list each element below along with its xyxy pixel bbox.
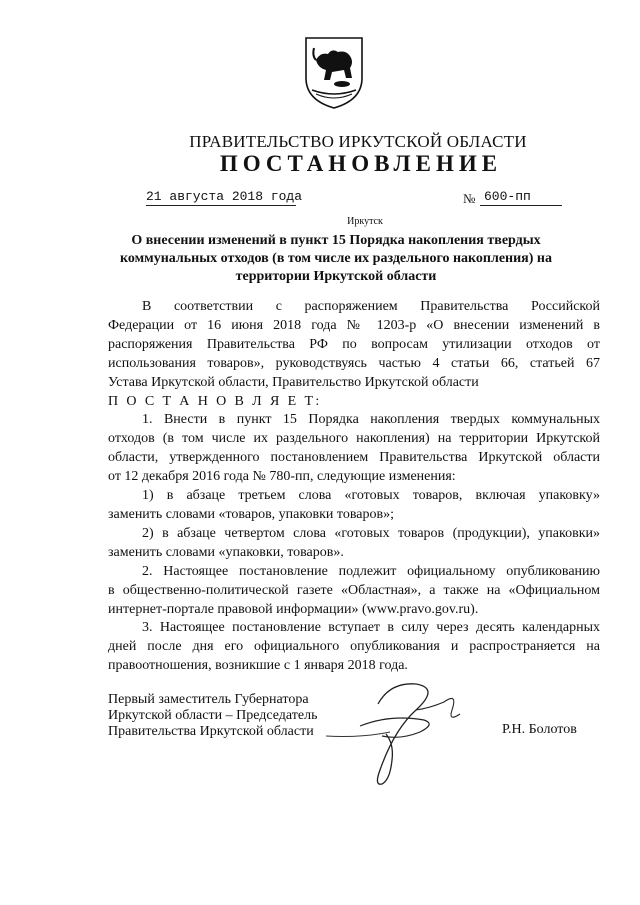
title-line: О внесении изменений в пункт 15 Порядка накопления твердых [131, 233, 541, 248]
body-line: правоотношения, возникшие с 1 января 2018 года. [108, 658, 408, 674]
body-line: Устава Иркутской области, Правительство Иркутской области [108, 374, 479, 390]
body-line: 2) в абзаце четвертом слова «готовых товаров (продукции), упаковки» [142, 525, 600, 541]
city: Иркутск [347, 216, 383, 227]
body-line: Федерации от 16 июня 2018 года № 1203-р «О внесении изменений в [108, 317, 600, 333]
government-name: ПРАВИТЕЛЬСТВО ИРКУТСКОЙ ОБЛАСТИ [189, 132, 527, 151]
coat-of-arms-icon [302, 34, 366, 110]
body-line: дней после дня его официального опубликования и распространяется на [108, 639, 600, 655]
position-line: Первый заместитель Губернатора [108, 692, 309, 707]
body-line: заменить словами «упаковки, товаров». [108, 544, 344, 560]
body-line: в общественно-политической газете «Областная», а также на «Официальном [108, 582, 600, 598]
position-line: Иркутской области – Председатель [108, 708, 318, 723]
body-line: области, утвержденного постановлением Правительства Иркутской области [108, 450, 600, 466]
handwritten-signature [320, 674, 470, 790]
number-underline [480, 205, 562, 206]
decree-number: 600-пп [484, 189, 531, 204]
document-type: ПОСТАНОВЛЕНИЕ [219, 151, 503, 176]
title-line: территории Иркутской области [235, 269, 437, 284]
body-line: 2. Настоящее постановление подлежит официальному опубликованию [142, 563, 600, 579]
signatory-position [108, 692, 317, 740]
date-underline [146, 205, 296, 206]
position-line: Правительства Иркутской области [108, 724, 314, 739]
body-line: от 12 декабря 2016 года № 780-пп, следующие изменения: [108, 469, 456, 485]
number-sign: № [463, 191, 476, 206]
resolves-word: П О С Т А Н О В Л Я Е Т: [108, 393, 322, 409]
decree-date: 21 августа 2018 года [146, 189, 303, 204]
title-line: коммунальных отходов (в том числе их раздельного накопления) на [120, 251, 552, 266]
body-line: 1. Внести в пункт 15 Порядка накопления твердых коммунальных [142, 412, 600, 428]
body-line: В соответствии с распоряжением Правительства Российской [142, 299, 600, 314]
body-line: заменить словами «товаров, упаковки товаров»; [108, 506, 394, 522]
document-title [108, 232, 564, 286]
body-line: использования товаров», руководствуясь частью 4 статьи 66, статьей 67 [108, 355, 600, 371]
body-line: 1) в абзаце третьем слова «готовых товаров, включая упаковку» [142, 488, 600, 504]
body-line: 3. Настоящее постановление вступает в силу через десять календарных [142, 620, 600, 636]
signer-name: Р.Н. Болотов [502, 722, 577, 737]
document-body [108, 298, 600, 676]
body-line: распоряжения Правительства РФ по вопросам утилизации отходов от [108, 336, 600, 352]
body-line: интернет-портале правовой информации» (www.pravo.gov.ru). [108, 601, 479, 617]
body-line: отходов (в том числе их раздельного накопления) на территории Иркутской [108, 431, 600, 447]
